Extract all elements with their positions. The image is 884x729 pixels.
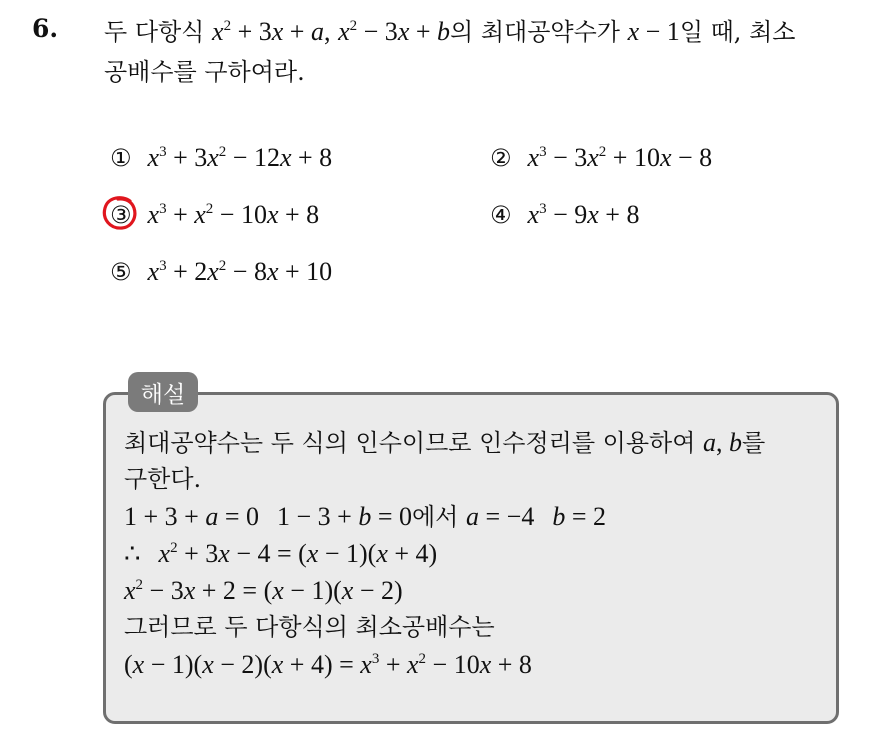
solution-line-5 (124, 572, 829, 609)
question-text-part: 일 때, 최소 (679, 18, 796, 46)
math-expression: a = −4 b = 2 (466, 502, 607, 531)
choice-2[interactable] (490, 141, 712, 175)
choice-expression: $x^3 - 9x + 8$ (527, 200, 640, 229)
choice-expression: $x^3 + x^2 - 10x + 8$ (147, 200, 320, 229)
math-expression: $(x - 1)(x - 2)(x + 4) = x^3 + x^2 - 10x + 8$ (124, 650, 532, 679)
solution-text-part: 최대공약수는 두 식의 인수이므로 인수정리를 이용하여 (124, 429, 696, 457)
math-expression: $x^2 + 3x + a$, (212, 17, 331, 46)
choice-expression: $x^3 - 3x^2 + 10x - 8$ (527, 143, 713, 172)
choice-1[interactable] (110, 141, 332, 175)
choice-number: ② (490, 144, 512, 172)
math-expression: 1 + 3 + a = 0 1 − 3 + b = 0 (124, 502, 412, 531)
choice-expression: $x^3 + 3x^2 - 12x + 8$ (147, 143, 333, 172)
question-text-part: 의 최대공약수가 (450, 18, 620, 46)
choice-number: ⑤ (110, 258, 132, 286)
choice-number (110, 201, 132, 229)
choice-4[interactable] (490, 198, 639, 232)
question-line-1 (104, 12, 874, 52)
solution-line-3 (124, 498, 829, 535)
question-line-2: 공배수를 구하여라. (104, 58, 305, 86)
math-expression: $x^2 - 3x + b$ (338, 17, 451, 46)
solution-text-part: 를 (742, 429, 766, 457)
choice-number-glyph: ③ (110, 201, 132, 229)
solution-badge: 해설 (128, 372, 198, 412)
choice-number: ① (110, 144, 132, 172)
question-text (104, 12, 874, 92)
question-number: 6. (32, 14, 59, 43)
math-expression: a, b (703, 428, 743, 457)
math-expression: x − 1 (627, 17, 680, 46)
solution-text (124, 424, 829, 683)
math-expression: $x^2 - 3x + 2 = (x - 1)(x - 2)$ (124, 576, 403, 605)
choice-number: ④ (490, 201, 512, 229)
question-text-part: 두 다항식 (104, 18, 205, 46)
solution-line-7 (124, 646, 829, 683)
solution-line-2: 구한다. (124, 465, 202, 493)
solution-text-part: 에서 (412, 503, 459, 531)
choice-expression: $x^3 + 2x^2 - 8x + 10$ (147, 257, 333, 286)
solution-line-1 (124, 424, 829, 461)
choice-3[interactable] (110, 198, 319, 232)
math-expression: ∴ $x^2 + 3x - 4 = (x - 1)(x + 4)$ (124, 539, 438, 568)
solution-line-6: 그러므로 두 다항식의 최소공배수는 (124, 613, 495, 641)
solution-line-4 (124, 535, 829, 572)
choice-5[interactable] (110, 255, 332, 289)
